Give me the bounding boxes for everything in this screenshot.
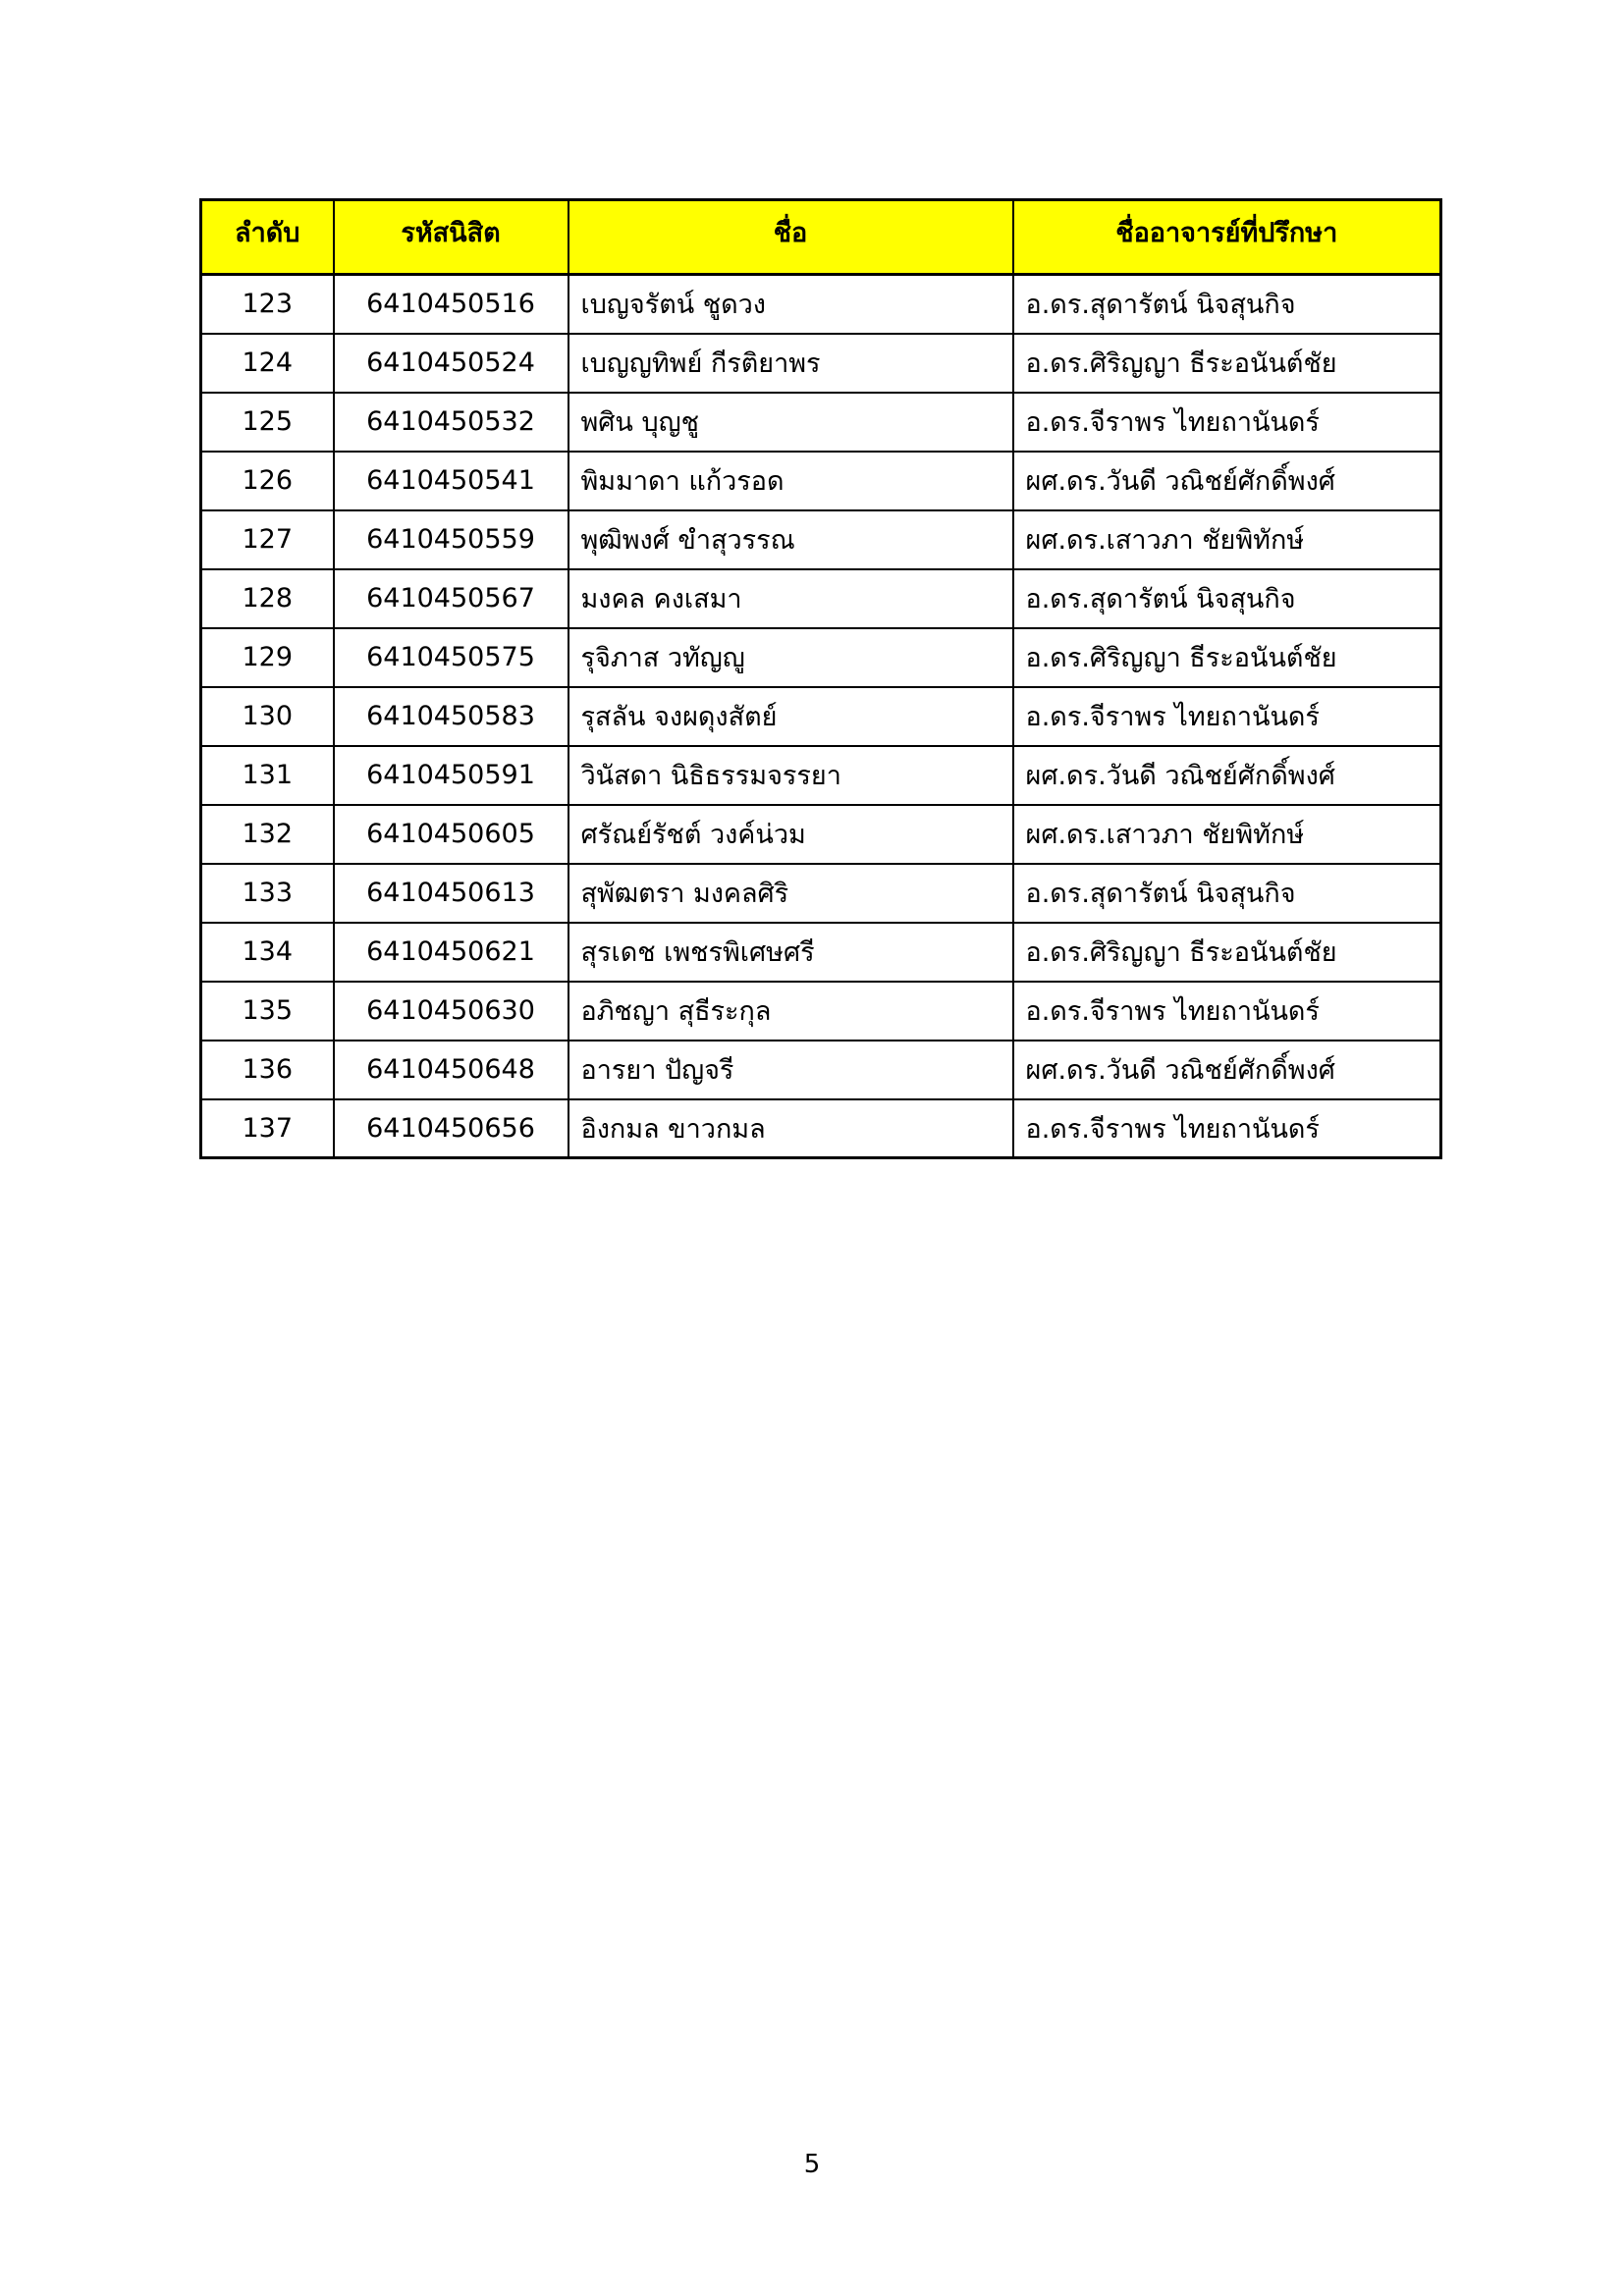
page-number: 5 xyxy=(803,2150,821,2179)
table-row xyxy=(201,628,1441,687)
cell-order: 126 xyxy=(201,452,334,510)
cell-name: สุพัฒตรา มงคลศิริ xyxy=(568,864,1013,923)
cell-advisor: อ.ดร.สุดารัตน์ นิจสุนกิจ xyxy=(1013,275,1441,334)
table-row xyxy=(201,805,1441,864)
cell-student-id: 6410450630 xyxy=(334,982,568,1041)
header-row xyxy=(201,200,1441,275)
cell-name: รุจิภาส วทัญญู xyxy=(568,628,1013,687)
header-order: ลำดับ xyxy=(201,200,334,275)
cell-student-id: 6410450605 xyxy=(334,805,568,864)
cell-name: เบญจรัตน์ ชูดวง xyxy=(568,275,1013,334)
cell-name: เบญญทิพย์ กีรติยาพร xyxy=(568,334,1013,393)
cell-advisor: ผศ.ดร.วันดี วณิชย์ศักดิ์พงศ์ xyxy=(1013,746,1441,805)
header-advisor: ชื่ออาจารย์ที่ปรึกษา xyxy=(1013,200,1441,275)
cell-name: ศรัณย์รัชต์ วงค์น่วม xyxy=(568,805,1013,864)
cell-order: 132 xyxy=(201,805,334,864)
cell-name: อารยา ปัญจรี xyxy=(568,1041,1013,1099)
cell-student-id: 6410450575 xyxy=(334,628,568,687)
cell-student-id: 6410450621 xyxy=(334,923,568,982)
cell-name: อภิชญา สุธีระกุล xyxy=(568,982,1013,1041)
cell-order: 128 xyxy=(201,569,334,628)
cell-student-id: 6410450583 xyxy=(334,687,568,746)
cell-name: สุรเดช เพชรพิเศษศรี xyxy=(568,923,1013,982)
table-row xyxy=(201,510,1441,569)
cell-name: วินัสดา นิธิธรรมจรรยา xyxy=(568,746,1013,805)
cell-name: พิมมาดา แก้วรอด xyxy=(568,452,1013,510)
table-row xyxy=(201,1041,1441,1099)
cell-name: พุฒิพงศ์ ขำสุวรรณ xyxy=(568,510,1013,569)
cell-advisor: อ.ดร.ศิริญญา ธีระอนันต์ชัย xyxy=(1013,628,1441,687)
cell-advisor: ผศ.ดร.เสาวภา ชัยพิทักษ์ xyxy=(1013,805,1441,864)
cell-student-id: 6410450541 xyxy=(334,452,568,510)
table-row xyxy=(201,569,1441,628)
cell-advisor: อ.ดร.สุดารัตน์ นิจสุนกิจ xyxy=(1013,569,1441,628)
cell-order: 123 xyxy=(201,275,334,334)
cell-advisor: อ.ดร.จีราพร ไทยถานันดร์ xyxy=(1013,393,1441,452)
header-name: ชื่อ xyxy=(568,200,1013,275)
cell-order: 137 xyxy=(201,1099,334,1158)
cell-order: 125 xyxy=(201,393,334,452)
table-row xyxy=(201,452,1441,510)
cell-advisor: อ.ดร.จีราพร ไทยถานันดร์ xyxy=(1013,687,1441,746)
cell-name: พศิน บุญชู xyxy=(568,393,1013,452)
cell-student-id: 6410450567 xyxy=(334,569,568,628)
table-row xyxy=(201,334,1441,393)
table-row xyxy=(201,687,1441,746)
cell-order: 134 xyxy=(201,923,334,982)
cell-student-id: 6410450524 xyxy=(334,334,568,393)
cell-order: 129 xyxy=(201,628,334,687)
table-header xyxy=(201,200,1441,275)
cell-order: 124 xyxy=(201,334,334,393)
cell-advisor: อ.ดร.จีราพร ไทยถานันดร์ xyxy=(1013,982,1441,1041)
table-row xyxy=(201,864,1441,923)
cell-student-id: 6410450648 xyxy=(334,1041,568,1099)
table-row xyxy=(201,923,1441,982)
cell-advisor: อ.ดร.ศิริญญา ธีระอนันต์ชัย xyxy=(1013,334,1441,393)
cell-order: 136 xyxy=(201,1041,334,1099)
cell-advisor: อ.ดร.ศิริญญา ธีระอนันต์ชัย xyxy=(1013,923,1441,982)
cell-student-id: 6410450516 xyxy=(334,275,568,334)
cell-advisor: ผศ.ดร.วันดี วณิชย์ศักดิ์พงศ์ xyxy=(1013,452,1441,510)
table-row xyxy=(201,982,1441,1041)
cell-student-id: 6410450559 xyxy=(334,510,568,569)
cell-order: 135 xyxy=(201,982,334,1041)
cell-student-id: 6410450532 xyxy=(334,393,568,452)
cell-name: รุสลัน จงผดุงสัตย์ xyxy=(568,687,1013,746)
cell-order: 133 xyxy=(201,864,334,923)
table-body xyxy=(201,275,1441,1158)
cell-student-id: 6410450656 xyxy=(334,1099,568,1158)
header-student-id: รหัสนิสิต xyxy=(334,200,568,275)
cell-advisor: ผศ.ดร.เสาวภา ชัยพิทักษ์ xyxy=(1013,510,1441,569)
cell-order: 130 xyxy=(201,687,334,746)
cell-student-id: 6410450613 xyxy=(334,864,568,923)
cell-order: 127 xyxy=(201,510,334,569)
table-row xyxy=(201,746,1441,805)
cell-name: อิงกมล ขาวกมล xyxy=(568,1099,1013,1158)
cell-name: มงคล คงเสมา xyxy=(568,569,1013,628)
advisor-table xyxy=(199,198,1442,1159)
cell-advisor: อ.ดร.สุดารัตน์ นิจสุนกิจ xyxy=(1013,864,1441,923)
table-row xyxy=(201,275,1441,334)
cell-advisor: ผศ.ดร.วันดี วณิชย์ศักดิ์พงศ์ xyxy=(1013,1041,1441,1099)
table-row xyxy=(201,1099,1441,1158)
cell-order: 131 xyxy=(201,746,334,805)
table-row xyxy=(201,393,1441,452)
cell-student-id: 6410450591 xyxy=(334,746,568,805)
cell-advisor: อ.ดร.จีราพร ไทยถานันดร์ xyxy=(1013,1099,1441,1158)
